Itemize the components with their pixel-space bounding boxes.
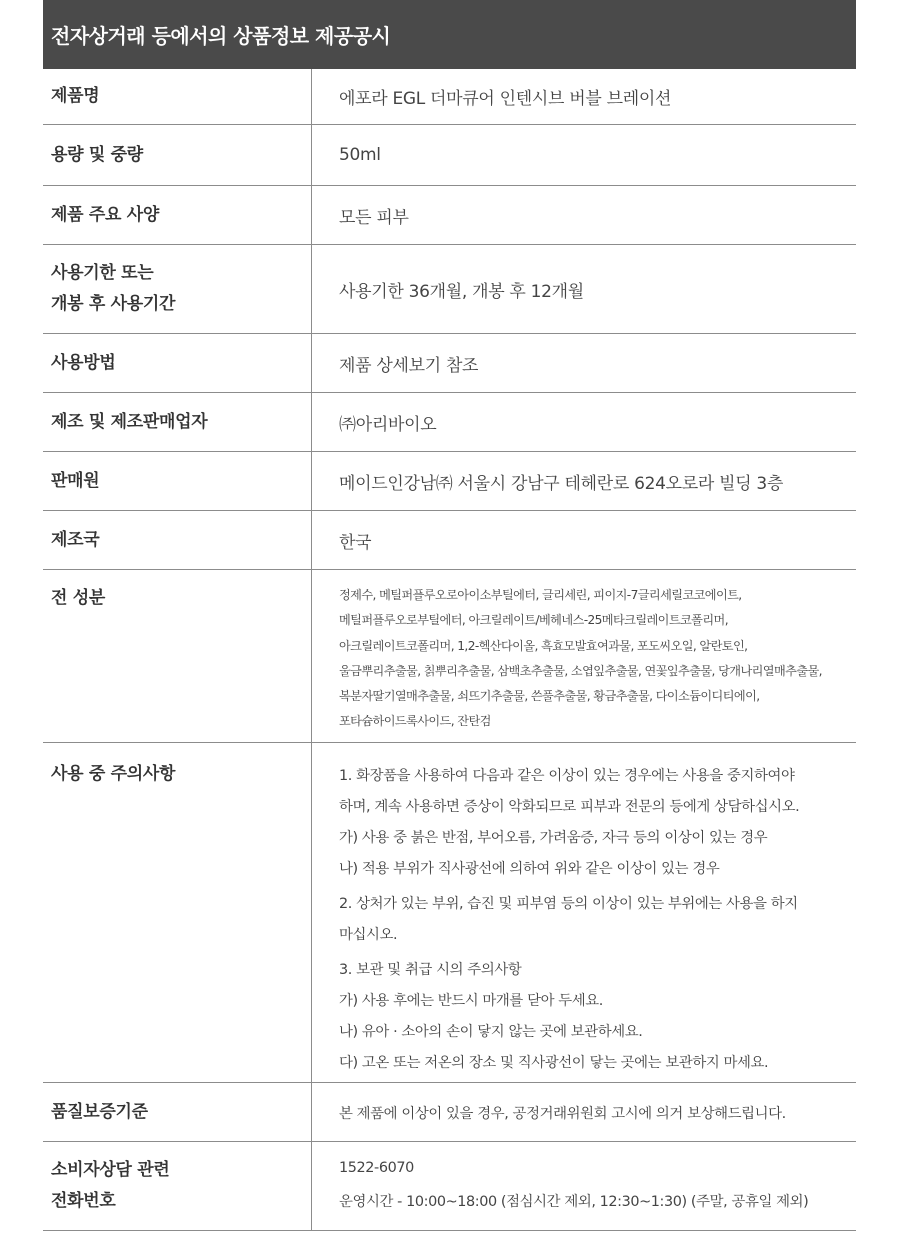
row-label: 품질보증기준	[43, 1083, 312, 1141]
row-ingredients	[43, 570, 856, 743]
row-value: 제품 상세보기 참조	[339, 355, 479, 376]
row-value: 에포라 EGL 더마큐어 인텐시브 버블 브레이션	[339, 89, 672, 109]
caution-line: 3. 보관 및 취급 시의 주의사항	[339, 962, 522, 978]
row-product-name	[43, 69, 856, 125]
row-label: 판매원	[43, 452, 312, 510]
row-label: 용량 및 중량	[43, 125, 312, 185]
ingredients-list	[312, 570, 856, 742]
row-country	[43, 511, 856, 570]
row-seller	[43, 452, 856, 511]
row-value: 사용기한 36개월, 개봉 후 12개월	[339, 281, 584, 302]
row-label: 제품 주요 사양	[43, 186, 312, 244]
ingredients-line: 복분자딸기열매추출물, 쇠뜨기추출물, 쓴풀추출물, 황금추출물, 다이소듐이디티에이,	[339, 689, 760, 704]
row-contact	[43, 1142, 856, 1231]
row-main-spec	[43, 186, 856, 245]
contact-info	[312, 1142, 856, 1230]
contact-hours: 운영시간 - 10:00~18:00 (점심시간 제외, 12:30~1:30) (주말, 공휴일 제외)	[339, 1194, 809, 1210]
ingredients-line: 아크릴레이트코폴리머, 1,2-헥산다이올, 흑효모발효여과물, 포도씨오일, 알란토인,	[339, 638, 748, 653]
row-label: 제품명	[43, 69, 312, 124]
ingredients-line: 정제수, 메틸퍼플루오로아이소부틸에터, 글리세린, 피이지-7글리세릴코코에이트,	[339, 588, 742, 602]
row-value: 본 제품에 이상이 있을 경우, 공정거래위원회 고시에 의거 보상해드립니다.	[339, 1105, 786, 1122]
table-title: 전자상거래 등에서의 상품정보 제공공시	[43, 0, 856, 69]
row-value: 메이드인강남㈜ 서울시 강남구 테헤란로 624오로라 빌딩 3층	[339, 473, 784, 494]
row-label: 제조국	[43, 511, 312, 569]
row-caution	[43, 743, 856, 1083]
caution-line: 가) 사용 후에는 반드시 마개를 닫아 두세요.	[339, 993, 603, 1009]
product-info-table	[43, 0, 856, 1231]
row-value: ㈜아리바이오	[339, 414, 437, 435]
row-volume	[43, 125, 856, 186]
row-quality	[43, 1083, 856, 1142]
row-value: 50ml	[339, 145, 381, 165]
row-label: 전 성분	[43, 570, 312, 742]
caution-line: 나) 유아 · 소아의 손이 닿지 않는 곳에 보관하세요.	[339, 1024, 643, 1040]
caution-line: 나) 적용 부위가 직사광선에 의하여 위와 같은 이상이 있는 경우	[339, 861, 720, 877]
ingredients-line: 메틸퍼플루오로부틸에터, 아크릴레이트/베헤네스-25메타크릴레이트코폴리머,	[339, 613, 728, 628]
row-value: 한국	[339, 532, 372, 553]
caution-line: 하며, 계속 사용하면 증상이 악화되므로 피부과 전문의 등에게 상담하십시오.	[339, 799, 800, 815]
row-usage	[43, 334, 856, 393]
row-value: 모든 피부	[339, 207, 409, 228]
caution-line: 2. 상처가 있는 부위, 습진 및 피부염 등의 이상이 있는 부위에는 사용을 하지	[339, 896, 798, 912]
caution-line: 1. 화장품을 사용하여 다음과 같은 이상이 있는 경우에는 사용을 중지하여야	[339, 768, 795, 784]
caution-line: 다) 고온 또는 저온의 장소 및 직사광선이 닿는 곳에는 보관하지 마세요.	[339, 1055, 769, 1071]
row-label: 소비자상담 관련 전화번호	[43, 1142, 312, 1230]
row-label: 사용 중 주의사항	[43, 743, 312, 1082]
caution-line: 가) 사용 중 붉은 반점, 부어오름, 가려움증, 자극 등의 이상이 있는 경우	[339, 830, 768, 846]
row-manufacturer	[43, 393, 856, 452]
contact-phone: 1522-6070	[339, 1160, 414, 1176]
row-label: 사용기한 또는 개봉 후 사용기간	[43, 245, 312, 333]
caution-line: 마십시오.	[339, 927, 398, 943]
row-expiry	[43, 245, 856, 334]
row-label: 사용방법	[43, 334, 312, 392]
ingredients-line: 울금뿌리추출물, 칡뿌리추출물, 삼백초추출물, 소엽잎추출물, 연꽃잎추출물, 당개나리열매추출물,	[339, 663, 822, 678]
caution-text	[312, 743, 856, 1082]
row-label: 제조 및 제조판매업자	[43, 393, 312, 451]
ingredients-line: 포타슘하이드록사이드, 잔탄검	[339, 714, 491, 729]
